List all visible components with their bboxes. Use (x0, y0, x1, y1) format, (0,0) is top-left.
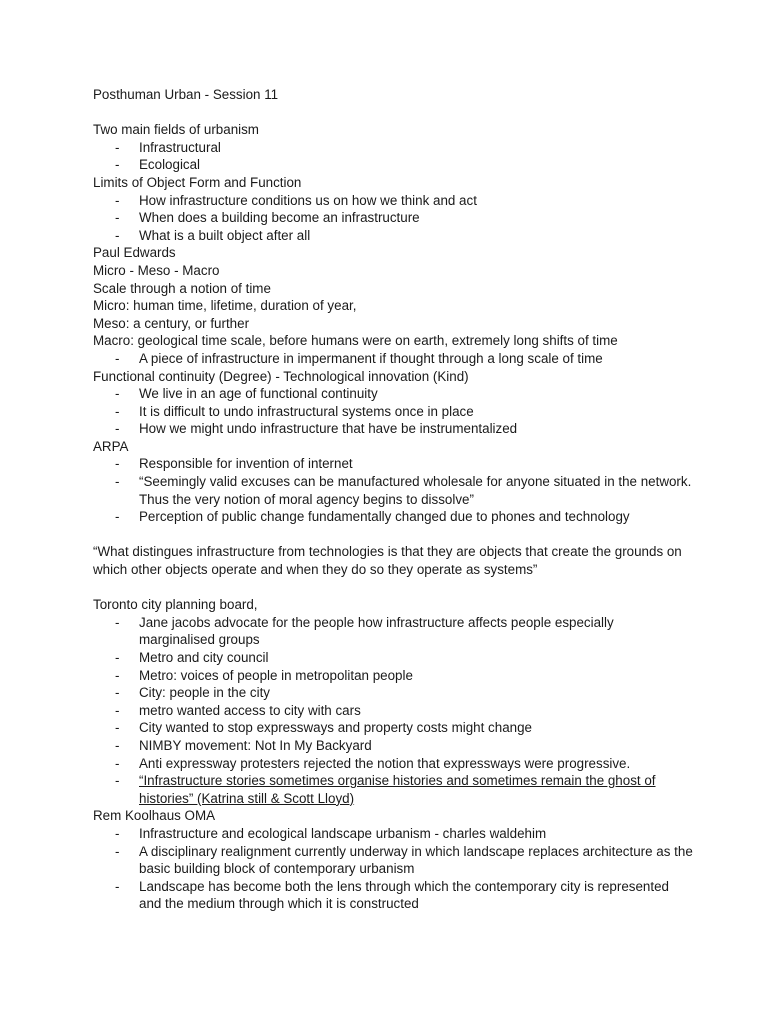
document-title: Posthuman Urban - Session 11 (93, 87, 279, 102)
list-item: - Ecological (115, 157, 201, 173)
text-line: Paul Edwards (93, 245, 176, 261)
list-item: - metro wanted access to city with cars (115, 702, 361, 718)
section-heading: Toronto city planning board, (93, 597, 258, 613)
section-heading: Limits of Object Form and Function (93, 174, 302, 190)
quote-paragraph: “What distingues infrastructure from technologies is that they are objects that create the grounds on which other objects operate and when they do so they operate as systems” (93, 544, 682, 578)
list-item: - City: people in the city (115, 685, 270, 701)
section-heading: Two main fields of urbanism (93, 122, 259, 138)
list-item: - How infrastructure conditions us on how we think and act (115, 192, 477, 208)
list-item: - Anti expressway protesters rejected the notion that expressways were progressive. (115, 755, 631, 771)
list-item: - Landscape has become both the lens through which the contemporary city is represented and the medium through which it is constructed (115, 878, 669, 912)
list-item: - Metro: voices of people in metropolitan people (115, 667, 413, 683)
text-line: Scale through a notion of time (93, 280, 271, 296)
text-line: Meso: a century, or further (93, 315, 250, 331)
list-item: - “Seemingly valid excuses can be manufactured wholesale for anyone situated in the network. Thus the very notion of moral agency begins to dissolve” (115, 474, 692, 507)
list-item: - Jane jacobs advocate for the people how infrastructure affects people especially marginalised groups (115, 614, 614, 648)
list-item: - Perception of public change fundamentally changed due to phones and technology (115, 509, 630, 525)
text-line: Micro: human time, lifetime, duration of year, (93, 298, 357, 314)
list-item: - A piece of infrastructure in impermanent if thought through a long scale of time (115, 350, 603, 366)
section-heading: Rem Koolhaus OMA (93, 808, 216, 824)
list-item: - A disciplinary realignment currently underway in which landscape replaces architecture as the basic building block of contemporary urbanism (115, 843, 693, 877)
list-item: - When does a building become an infrastructure (115, 210, 420, 226)
list-item: - Infrastructure and ecological landscape urbanism - charles waldehim (115, 825, 547, 841)
list-item: - What is a built object after all (115, 227, 311, 243)
text-line: Macro: geological time scale, before humans were on earth, extremely long shifts of time (93, 333, 618, 349)
document-body (93, 86, 693, 913)
text-line: Micro - Meso - Macro (93, 262, 220, 278)
blank-line (93, 579, 693, 597)
list-item: - Metro and city council (115, 650, 269, 665)
list-item: - We live in an age of functional continuity (115, 386, 378, 402)
list-item: - City wanted to stop expressways and property costs might change (115, 720, 532, 736)
list-item-underlined-quote: - “Infrastructure stories sometimes organise histories and sometimes remain the ghost of histories” (Katrina still & Scott Lloyd) (115, 773, 656, 806)
list-item: - NIMBY movement: Not In My Backyard (115, 737, 372, 753)
section-heading: Functional continuity (Degree) - Technological innovation (Kind) (93, 368, 469, 384)
list-item: - How we might undo infrastructure that have be instrumentalized (115, 421, 518, 437)
list-item: - Infrastructural (115, 139, 221, 155)
blank-line (93, 526, 693, 544)
list-item: - It is difficult to undo infrastructural systems once in place (115, 403, 474, 419)
list-item: - Responsible for invention of internet (115, 456, 353, 472)
section-heading: ARPA (93, 438, 129, 454)
